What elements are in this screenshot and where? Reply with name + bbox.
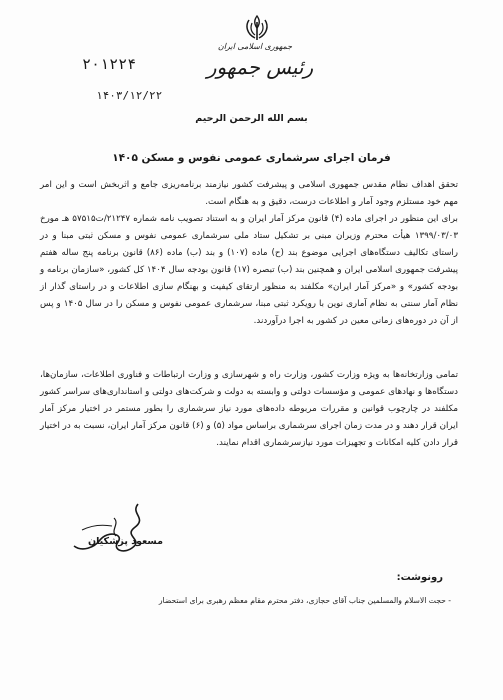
copy-recipient: - حجت الاسلام والمسلمین جناب آقای حجازی، دفتر محترم مقام معظم رهبری برای استحضار [158,596,451,605]
copy-label: رونوشت: [396,572,443,583]
iran-emblem-icon [244,14,270,42]
body-paragraph-2: برای این منظور در اجرای ماده (۴) قانون مرکز آمار ایران و به استناد تصویب نامه شماره ۲۱۲۴۷/ت۵۷۵۱۵ هـ مورخ ۱۳۹۹/۰۳/۰۳ هیأت محترم وزیران مبنی بر تشکیل ستاد ملی سرشماری عمومی نفوس و مسکن ثبتی مبنا و در راستای تکالیف دستگاه‌های اجرایی موضوع بند (ح) ماده (۱۰۷) و بند (ب) ماده (۸۶) قانون برنامه پنج ساله هفتم پیشرفت جمهوری اسلامی ایران و همچنین بند (ب) تبصره (۱۷) قانون بودجه سال ۱۴۰۴ کل کشور، «سازمان برنامه و بودجه کشور» و «مرکز آمار ایران» مکلفند به منظور ارتقای کیفیت و بهنگام سازی اطلاعات و در راستای گذار از نظام آمار سنتی به نظام آماری نوین با رویکرد ثبتی مبنا، سرشماری عمومی نفوس و مسکن را در سال ۱۴۰۵ و پس از آن در دوره‌های زمانی معین در کشور به اجرا درآوردند. [40,214,459,326]
body-paragraph-3: تمامی وزارتخانه‌ها به ویژه وزارت کشور، وزارت راه و شهرسازی و وزارت ارتباطات و فناوری اطلاعات، سازمان‌ها، دستگاه‌ها و نهادهای عمومی و مؤسسات دولتی و وابسته به دولت و شرکت‌های دولتی و استانداری‌های سراسر کشور مکلفند در چارچوب قوانین و مقررات مربوطه داده‌های مورد نیاز سرشماری را بطور مستمر در اختیار مرکز آمار ایران قرار دهند و در مدت زمان اجرای سرشماری براساس مواد (۵) و (۶) قانون مرکز آمار ایران، نسبت به در اختیار قرار دادن کلیه امکانات و تجهیزات مورد نیازسرشماری اقدام نمایند. [40,370,458,448]
document-date: ۱۴۰۳/۱۲/۲۲ [96,89,163,102]
body-paragraph-1: تحقق اهداف نظام مقدس جمهوری اسلامی و پیشرفت کشور نیازمند برنامه‌ریزی جامع و اثربخش است و این امر مهم خود مستلزم وجود آمار و اطلاعات درست، دقیق و به هنگام است. [40,180,458,207]
bismillah-heading: بسم الله الرحمن الرحیم [195,113,308,124]
document-number: ۲۰۱۲۲۴ [82,55,137,73]
handwritten-signature-icon [60,500,170,560]
signatory-name: مسعود پزشکیان [88,536,163,547]
letterhead-republic: جمهوری اسلامی ایران [217,42,293,51]
decree-title: فرمان اجرای سرشماری عمومی نفوس و مسکن ۱۴۰۵ [112,152,391,164]
letterhead-president: رئیس جمهور [206,55,314,79]
